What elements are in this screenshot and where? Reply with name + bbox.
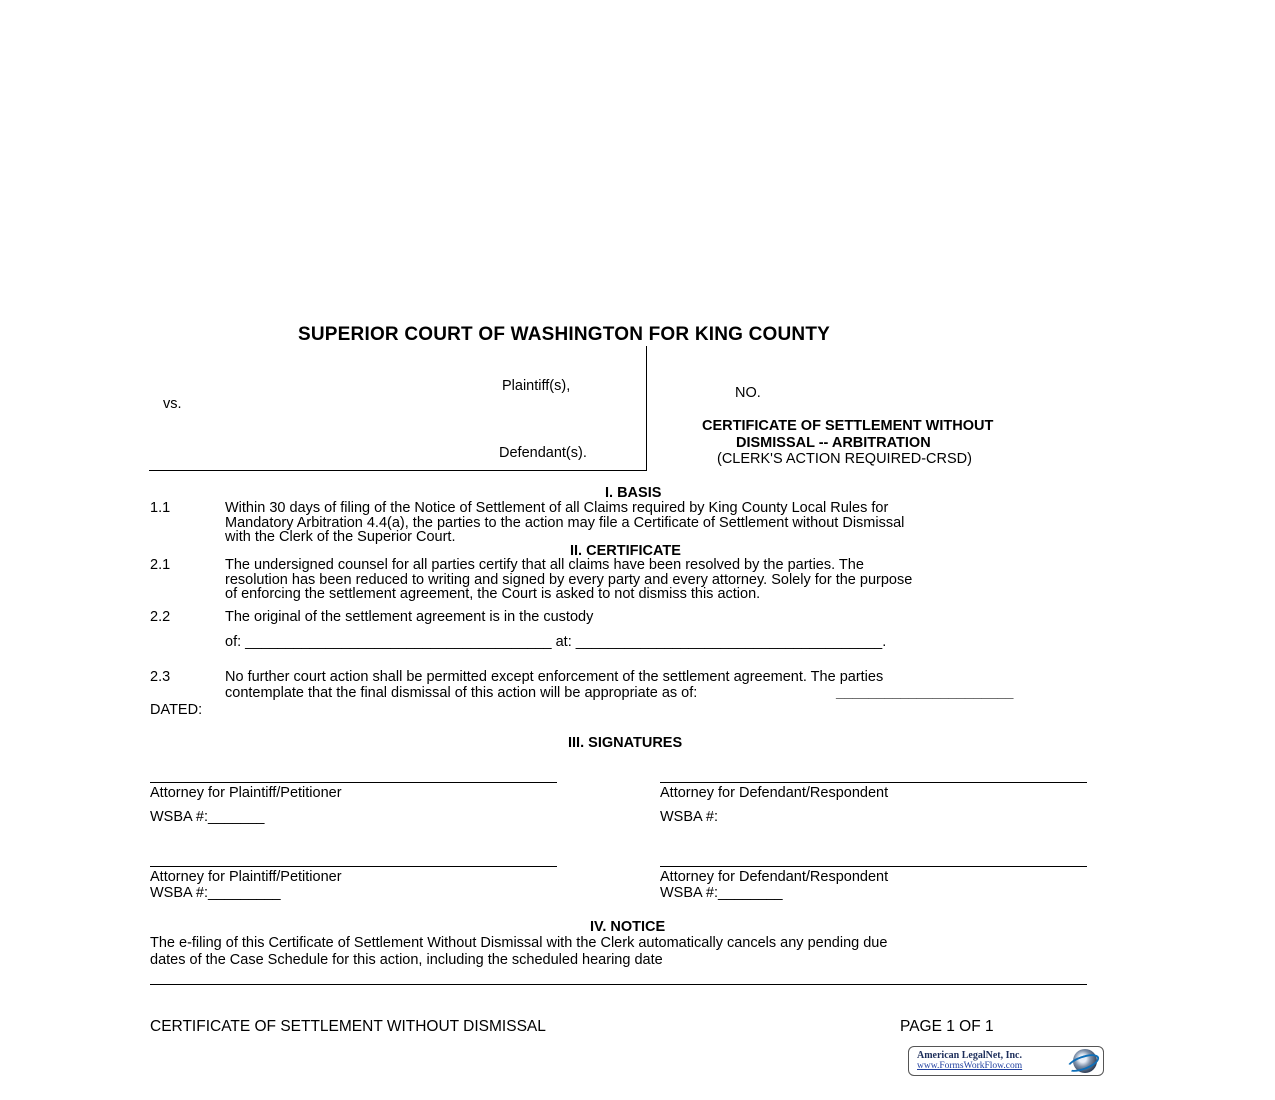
dated-label: DATED:: [150, 702, 203, 718]
caption-vertical-divider: [646, 346, 647, 471]
custody-statement: The original of the settlement agreement is in the custody: [225, 609, 594, 625]
signature-line-plaintiff-1[interactable]: [150, 782, 557, 783]
wsba-defendant-1[interactable]: WSBA #:: [660, 809, 719, 825]
attorney-defendant-label-2: Attorney for Defendant/Respondent: [660, 869, 889, 885]
vs-label: vs.: [163, 396, 182, 412]
wsba-plaintiff-1[interactable]: WSBA #:_______: [150, 809, 265, 825]
notice-line-1: The e-filing of this Certificate of Settlement Without Dismissal with the Clerk automatically cancels any pending due: [150, 935, 888, 951]
signature-line-plaintiff-2[interactable]: [150, 866, 557, 867]
certificate-line: of enforcing the settlement agreement, the Court is asked to not dismiss this action.: [225, 586, 761, 602]
dismissal-date-field[interactable]: ______________________: [836, 685, 1014, 701]
further-action-line-1: No further court action shall be permitted except enforcement of the settlement agreement. The parties: [225, 669, 884, 685]
basis-heading: I. BASIS: [605, 485, 662, 501]
certificate-heading: II. CERTIFICATE: [570, 543, 681, 559]
certificate-2-1-paragraph: [225, 558, 1125, 602]
logo-company-name: American LegalNet, Inc.: [917, 1050, 1022, 1061]
section-number-1-1: 1.1: [150, 500, 171, 516]
basis-paragraph: [225, 501, 1125, 545]
certificate-line: The undersigned counsel for all parties certify that all claims have been resolved by the parties. The: [225, 557, 864, 573]
basis-line: Mandatory Arbitration 4.4(a), the parties to the action may file a Certificate of Settlement without Dismissal: [225, 514, 905, 531]
signatures-heading: III. SIGNATURES: [568, 735, 683, 751]
signature-line-defendant-1[interactable]: [660, 782, 1087, 783]
basis-line: with the Clerk of the Superior Court.: [225, 529, 456, 545]
attorney-plaintiff-label-1: Attorney for Plaintiff/Petitioner: [150, 785, 342, 801]
logo-website-link[interactable]: www.FormsWorkFlow.com: [917, 1061, 1023, 1071]
document-title-line-2: DISMISSAL -- ARBITRATION: [736, 435, 931, 451]
section-number-2-3: 2.3: [150, 669, 171, 685]
document-title-line-3: (CLERK'S ACTION REQUIRED-CRSD): [717, 451, 972, 467]
notice-heading: IV. NOTICE: [590, 919, 666, 935]
defendant-label: Defendant(s).: [499, 445, 587, 461]
notice-divider: [150, 984, 1087, 985]
footer-document-title: CERTIFICATE OF SETTLEMENT WITHOUT DISMISSAL: [150, 1018, 546, 1035]
certificate-line: resolution has been reduced to writing and signed by every party and every attorney. Solely for the purpose: [225, 571, 913, 588]
notice-line-2: dates of the Case Schedule for this action, including the scheduled hearing date: [150, 952, 663, 968]
signature-line-defendant-2[interactable]: [660, 866, 1087, 867]
document-title-line-1: CERTIFICATE OF SETTLEMENT WITHOUT: [702, 418, 994, 434]
further-action-line-2: contemplate that the final dismissal of this action will be appropriate as of:: [225, 685, 698, 701]
case-number-label: NO.: [735, 385, 761, 401]
basis-line: Within 30 days of filing of the Notice of Settlement of all Claims required by King County Local Rules for: [225, 500, 889, 516]
caption-horizontal-divider: [149, 470, 647, 471]
american-legalnet-logo[interactable]: [908, 1046, 1104, 1076]
attorney-defendant-label-1: Attorney for Defendant/Respondent: [660, 785, 889, 801]
plaintiff-label: Plaintiff(s),: [502, 378, 571, 394]
wsba-plaintiff-2[interactable]: WSBA #:_________: [150, 885, 281, 901]
custody-of-at-line[interactable]: of: ______________________________________ at: ______________________________________.: [225, 634, 887, 650]
section-number-2-2: 2.2: [150, 609, 171, 625]
court-title: SUPERIOR COURT OF WASHINGTON FOR KING COUNTY: [298, 324, 831, 345]
footer-page-number: PAGE 1 OF 1: [900, 1018, 994, 1035]
wsba-defendant-2[interactable]: WSBA #:________: [660, 885, 783, 901]
attorney-plaintiff-label-2: Attorney for Plaintiff/Petitioner: [150, 869, 342, 885]
section-number-2-1: 2.1: [150, 557, 171, 573]
